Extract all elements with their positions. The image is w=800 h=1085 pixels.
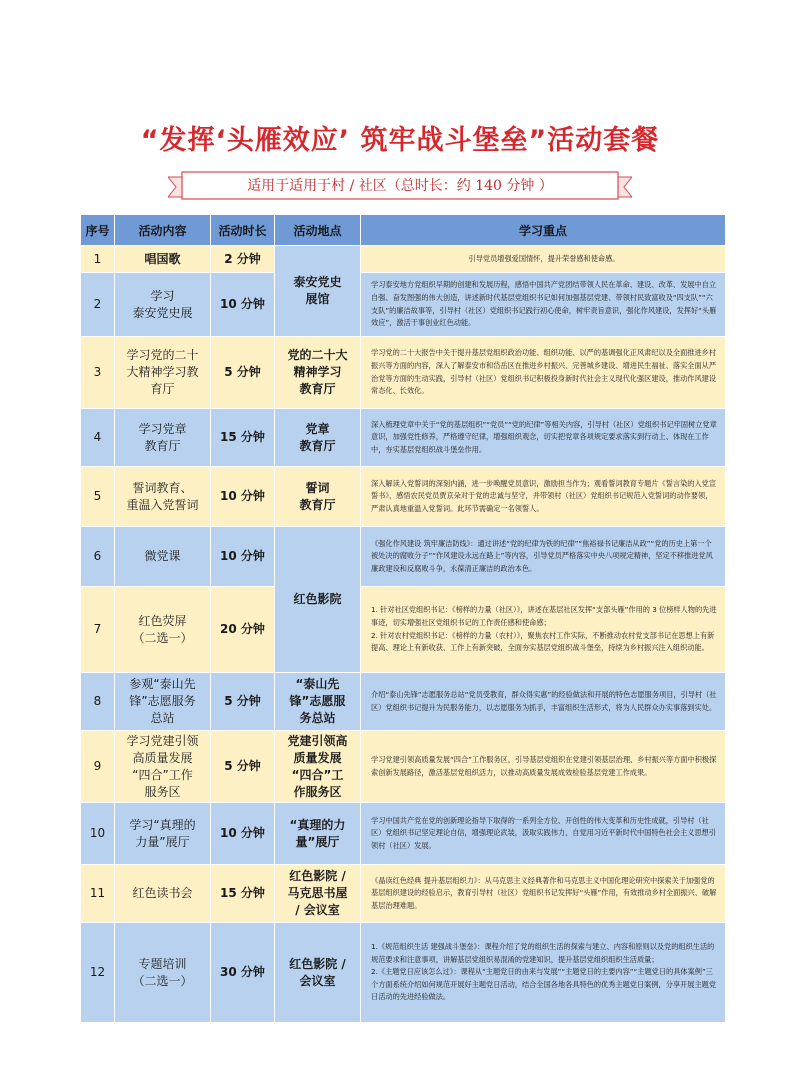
row-number: 4: [81, 409, 115, 467]
table-row: [81, 803, 726, 865]
activity-focus: 深入梳理党章中关于“党的基层组织”“党员”“党的纪律”等相关内容，引导村（社区）党组织书记牢固树立党章意识，加强党性修养，严格遵守纪律，增强组织观念，切实把党章各项规定要求落实到行动上、体现在工作中，夯实基层党组织战斗堡垒作用。: [361, 409, 726, 467]
activity-focus: 《强化作风建设 筑牢廉洁防线》：通过讲述“党的纪律为铁的纪律”“焦裕禄书记廉洁从政”“党的历史上第一个被处决的腐败分子”“作风建设永远在路上”等内容，引导党员严格落实中央八项规定精神，坚定不移推进党风廉政建设和反腐败斗争，永葆清正廉洁的政治本色。: [361, 527, 726, 587]
activity-location: 党的二十大 精神学习 教育厅: [275, 337, 361, 409]
table-row: [81, 246, 726, 273]
header-number: 序号: [81, 215, 115, 246]
table-row: [81, 527, 726, 587]
activity-focus: 《晶读红色经典 提升基层组织力》：从马克思主义经典著作和马克思主义中国化理论研究中探索关于加强党的基层组织建设的经验启示，教育引导村（社区）党组织书记发挥好“头雁”作用，有效推动乡村全面振兴、破解基层治理难题。: [361, 865, 726, 923]
activity-duration: 15 分钟: [211, 409, 275, 467]
header-activity: 活动内容: [115, 215, 211, 246]
activity-focus: 学习泰安地方党组织早期的创建和发展历程，感悟中国共产党团结带领人民在革命、建设、改革、发展中自立自强、奋发图强的伟大创造，讲述新时代基层党组织书记如何加强基层党建、带领村民致富收及“四支队”“六支队”的廉洁故事等，引导村（社区）党组织书记践行初心使命，树牢责旨意识，强化作风建设，发挥好“头雁效应”，激活干事创业红色动能。: [361, 273, 726, 337]
activity-name: 学习 泰安党史展: [115, 273, 211, 337]
activity-duration: 5 分钟: [211, 731, 275, 803]
activity-name: 红色荧屏 （二选一）: [115, 587, 211, 673]
activity-focus: 学习中国共产党在党的创新理论指导下取得的一系列全方位、开创性的伟大变革和历史性成就，引导村（社区）党组织书记坚定理论自信，增强理论武装，汲取实践伟力，自觉用习近平新时代中国特色社会主义思想引领村（社区）发展。: [361, 803, 726, 865]
activity-name: 学习党的二十 大精神学习教 育厅: [115, 337, 211, 409]
activity-name: 唱国歌: [115, 246, 211, 273]
row-number: 8: [81, 673, 115, 731]
activity-location: [275, 527, 361, 673]
activity-name: 参观“泰山先 锋”志愿服务 总站: [115, 673, 211, 731]
activity-location: 党建引领高 质量发展 “四合”工 作服务区: [275, 731, 361, 803]
activity-duration: 10 分钟: [211, 273, 275, 337]
activity-duration: 10 分钟: [211, 527, 275, 587]
activity-location: 誓词 教育厅: [275, 467, 361, 527]
row-number: 12: [81, 923, 115, 1023]
activity-focus: 1. 针对社区党组织书记：《榜样的力量（社区）》，讲述在基层社区发挥“支部头雁”作用的 3 位榜样人物的先进事迹，切实增强社区党组织书记的工作责任感和使命感； 2. 针对农村党组织书记：《榜样的力量（农村）》，聚焦农村工作实际，不断推动农村党支部书记在思想上有新提高、理论上有新收获、工作上有新突破，全面夯实基层党组织战斗堡垒，持续为乡村振兴注入组织动能。: [361, 587, 726, 673]
activity-name: 学习党建引领 高质量发展 “四合”工作 服务区: [115, 731, 211, 803]
table-row: [81, 409, 726, 467]
table-row: [81, 273, 726, 337]
row-number: 3: [81, 337, 115, 409]
location-text: 泰安党史 展馆: [293, 275, 342, 306]
activity-location: 红色影院 / 会议室: [275, 923, 361, 1023]
table-row: [81, 467, 726, 527]
activity-location: 红色影院 / 马克思书屋 / 会议室: [275, 865, 361, 923]
activity-name: 学习“真理的 力量”展厅: [115, 803, 211, 865]
table-row: [81, 337, 726, 409]
activity-location: 党章 教育厅: [275, 409, 361, 467]
header-duration: 活动时长: [211, 215, 275, 246]
row-number: 5: [81, 467, 115, 527]
activity-focus: 介绍“泰山先锋”志愿服务总站“党员受教育，群众得实惠”的经验做法和开展的特色志愿服务项目，引导村（社区）党组织书记提升为民服务能力，以志愿服务为抓手，丰富组织生活形式，将为人民群众办实事落到实处。: [361, 673, 726, 731]
activity-focus: 引导党员增强爱国情怀，提升荣誉感和使命感。: [361, 246, 726, 273]
activity-focus: 1.《规范组织生活 建强战斗堡垒》：课程介绍了党的组织生活的探索与建立、内容和原则以及党的组织生活的规范要求和注意事项，讲解基层党组织易混淆的党建知识，提升基层党组织组织生活质量； 2.《主题党日应该怎么过》：课程从“主题党日的由来与发展”“主题党日的主要内容”“主题党日的具体案例”三个方面系统介绍如何规范开展好主题党日活动，结合全国各地各具特色的优秀主题党日案例，分享开展主题党日活动的先进经验做法。: [361, 923, 726, 1023]
row-number: 6: [81, 527, 115, 587]
table-header-row: [81, 215, 726, 246]
activity-location: [275, 246, 361, 337]
table-row: [81, 673, 726, 731]
activity-location: “泰山先 锋”志愿服 务总站: [275, 673, 361, 731]
activity-duration: 10 分钟: [211, 803, 275, 865]
activity-duration: 2 分钟: [211, 246, 275, 273]
row-number: 10: [81, 803, 115, 865]
activity-duration: 20 分钟: [211, 587, 275, 673]
header-focus: 学习重点: [361, 215, 726, 246]
activity-duration: 5 分钟: [211, 337, 275, 409]
activity-focus: 学习党建引领高质量发展“四合”工作服务区，引导基层党组织在党建引领基层治理、乡村振兴等方面中积极探索创新发展路径，激活基层党组织活力，以推动高质量发展成效检验基层党建工作成果。: [361, 731, 726, 803]
table-row: [81, 923, 726, 1023]
row-number: 11: [81, 865, 115, 923]
row-number: 1: [81, 246, 115, 273]
activity-name: 专题培训 （二选一）: [115, 923, 211, 1023]
activity-focus: 深入解读入党誓词的深刻内涵，进一步唤醒党员意识，激励担当作为；观看誓词教育专题片《誓言染的入党宣誓书》，感悟农民党员贾京朵对于党的忠诚与坚守，并带领村（社区）党组织书记规范入党誓词的动作要领，严肃认真地重温入党誓词。此环节需确定一名领誓人。: [361, 467, 726, 527]
table-row: [81, 731, 726, 803]
activity-duration: 30 分钟: [211, 923, 275, 1023]
row-number: 7: [81, 587, 115, 673]
activity-duration: 5 分钟: [211, 673, 275, 731]
activity-duration: 10 分钟: [211, 467, 275, 527]
header-location: 活动地点: [275, 215, 361, 246]
activity-name: 学习党章 教育厅: [115, 409, 211, 467]
row-number: 9: [81, 731, 115, 803]
table-row: [81, 587, 726, 673]
subtitle-text: 适用于适用于村 / 社区（总时长：约 140 分钟 ）: [247, 178, 553, 194]
activity-table: [80, 214, 726, 1023]
page-title: “发挥‘头雁效应’ 筑牢战斗堡垒”活动套餐: [140, 125, 660, 156]
table-row: [81, 865, 726, 923]
activity-focus: 学习党的二十大报告中关于提升基层党组织政治功能、组织功能、以严的基调强化正风肃纪以及全面推进乡村振兴等方面的内容，深入了解泰安市和岱岳区在推进乡村振兴、完善城乡建设、增进民生福祉、落实全面从严治党等方面的生动实践，引导村（社区）党组织书记积极投身新时代社会主义现代化强区建设，推动作风建设常态化、长效化。: [361, 337, 726, 409]
activity-name: 誓词教育、 重温入党誓词: [115, 467, 211, 527]
row-number: 2: [81, 273, 115, 337]
activity-name: 微党课: [115, 527, 211, 587]
subtitle-ribbon: [168, 171, 632, 201]
location-text: 红色影院: [293, 592, 342, 606]
activity-duration: 15 分钟: [211, 865, 275, 923]
activity-name: 红色读书会: [115, 865, 211, 923]
activity-location: “真理的力 量”展厅: [275, 803, 361, 865]
